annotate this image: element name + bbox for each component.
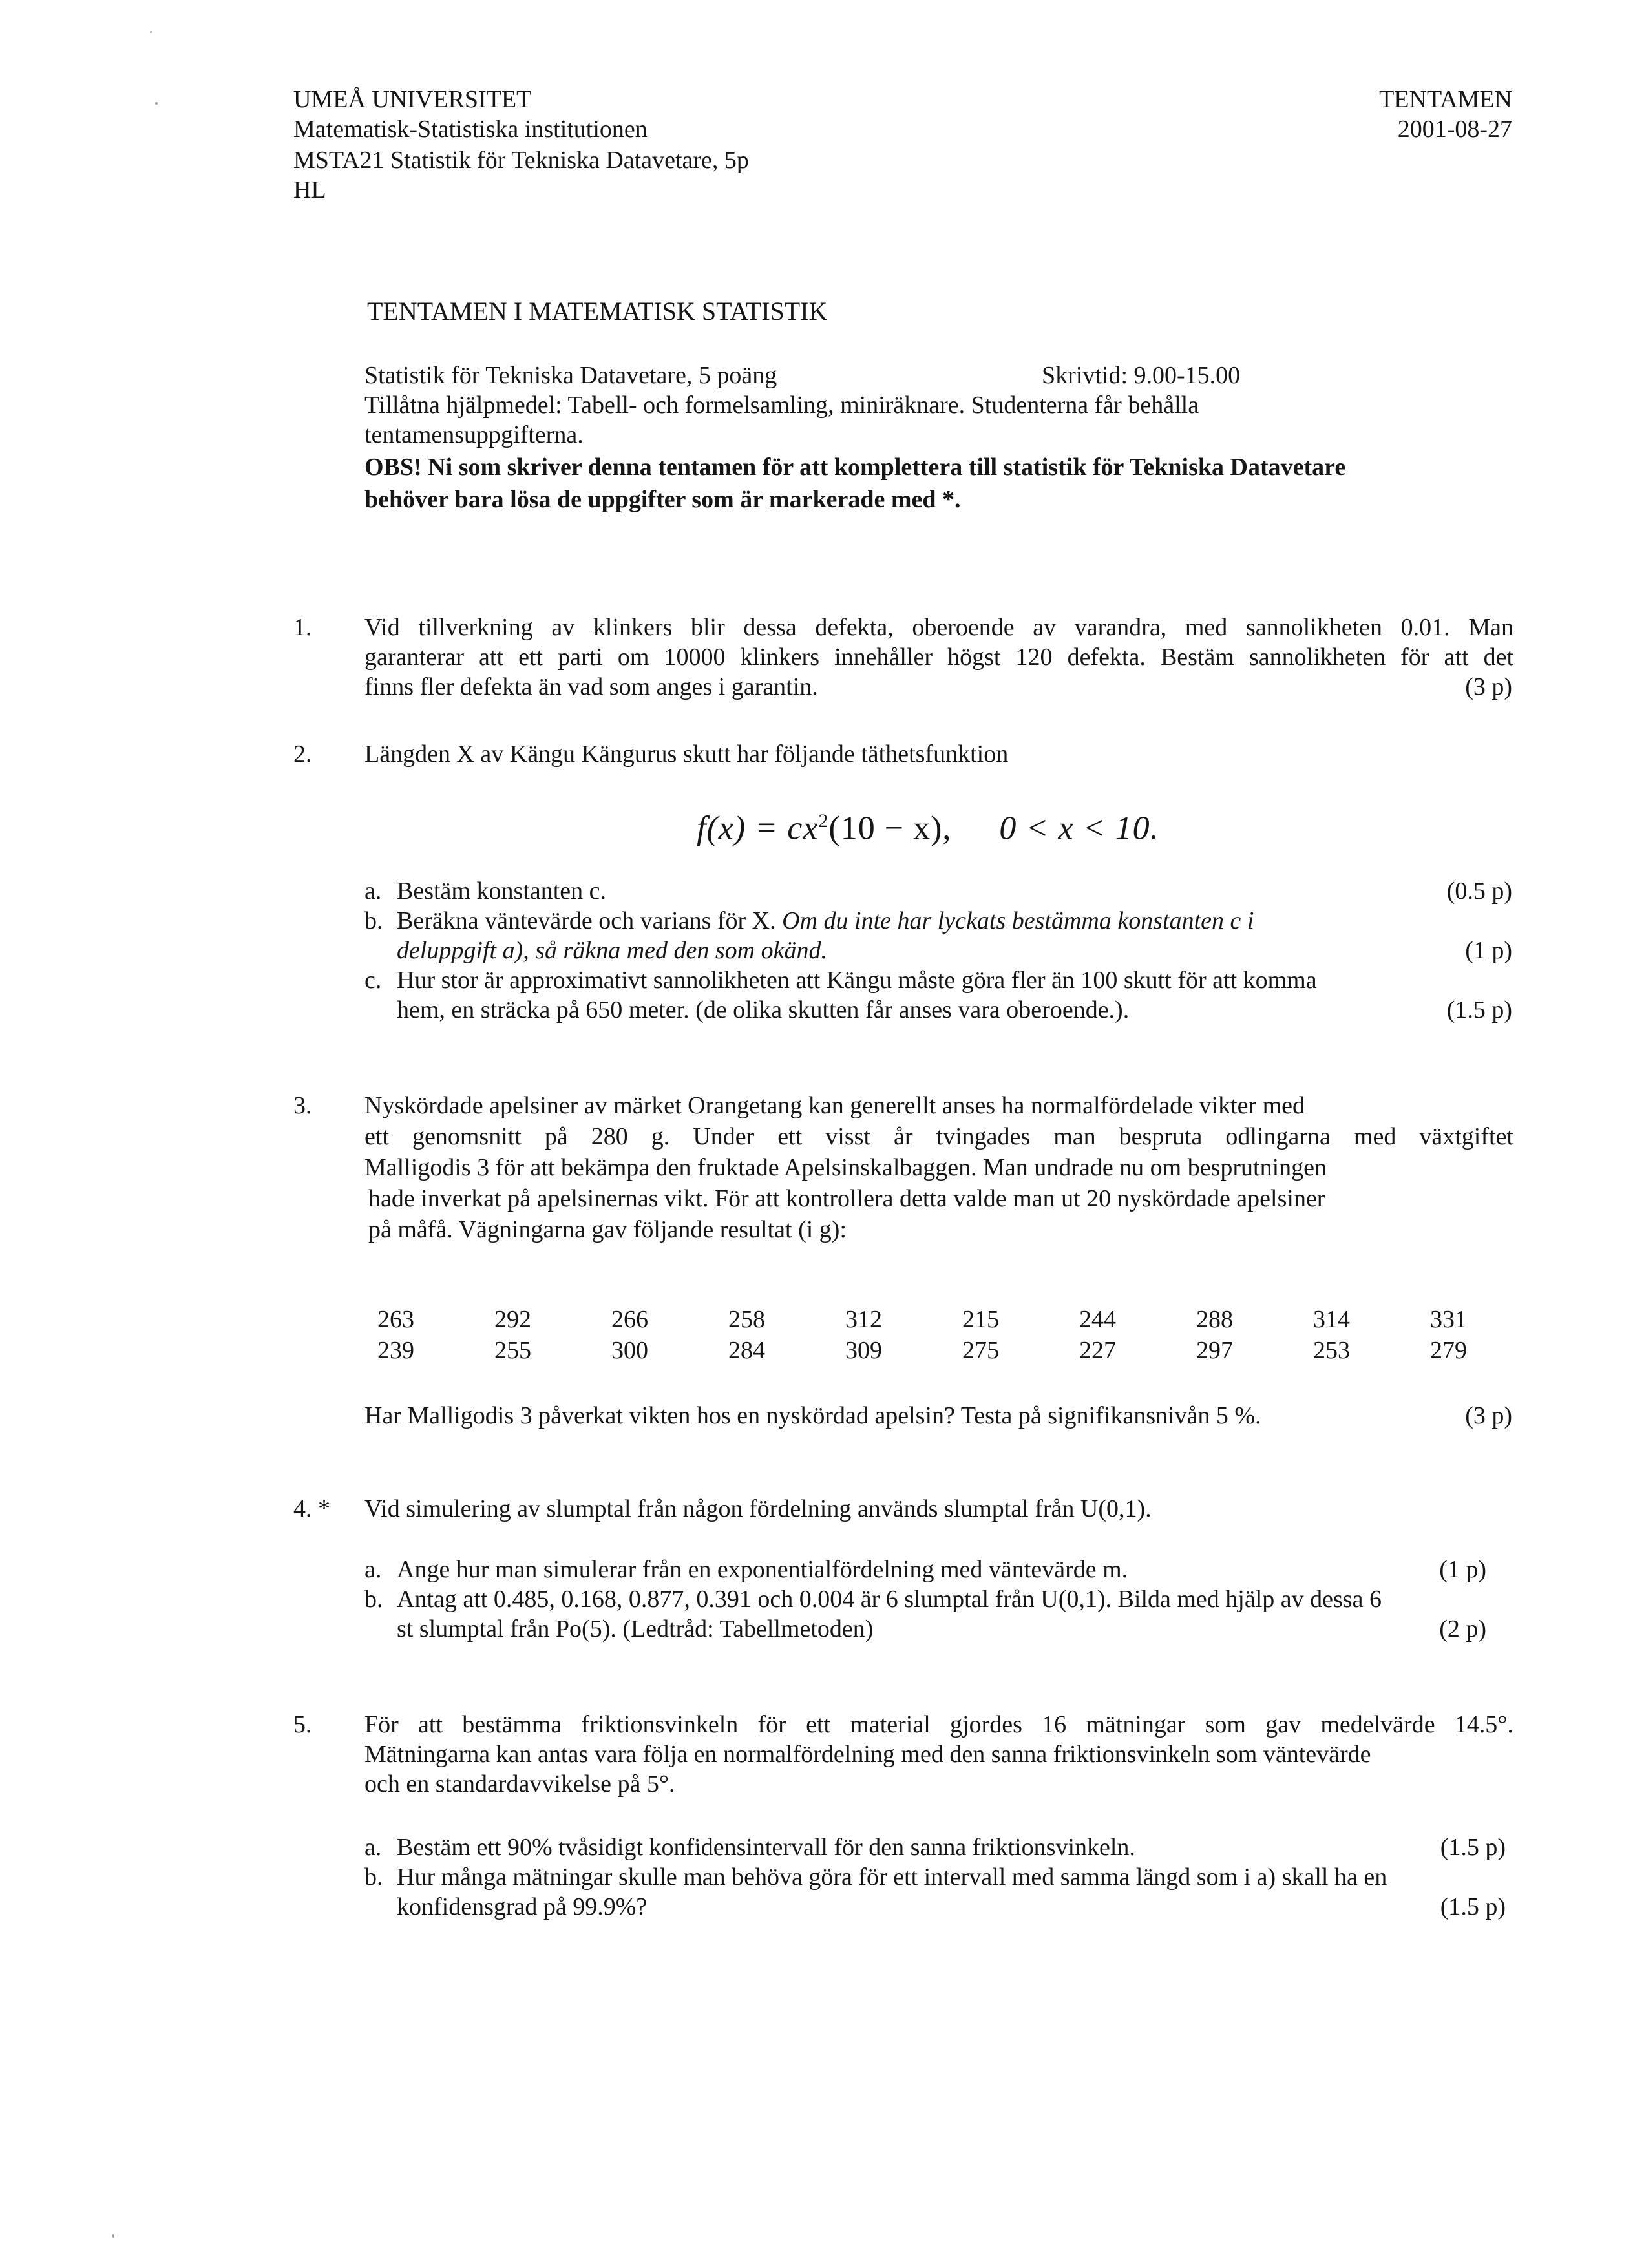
table-cell: 331 [1430,1306,1467,1333]
allowed-aids: Tillåtna hjälpmedel: Tabell- och formelsamling, miniräknare. Studenterna får behålla [364,392,1199,419]
weights-table [377,1304,1547,1366]
question-text: finns fler defekta än vad som anges i garantin. [364,673,818,700]
subquestion-text: Beräkna väntevärde och varians för X. Om du inte har lyckats bestämma konstanten c i [397,907,1254,934]
table-cell: 258 [728,1306,765,1333]
points: (1 p) [1439,1556,1486,1583]
points: (1.5 p) [1440,1834,1506,1861]
question-number: 5. [293,1711,312,1738]
table-cell: 312 [845,1306,882,1333]
table-cell: 239 [377,1337,414,1364]
question-text: Längden X av Kängu Kängurus skutt har följande täthetsfunktion [364,740,1009,768]
table-cell: 288 [1196,1306,1233,1333]
table-cell: 297 [1196,1337,1233,1364]
subquestion-text: Hur stor är approximativt sannolikheten att Kängu måste göra fler än 100 skutt för att komma [397,967,1317,994]
subquestion-label: b. [364,1864,383,1891]
subquestion-text: konfidensgrad på 99.9%? [397,1893,648,1920]
question-text: För att bestämma friktionsvinkeln för ett material gjordes 16 mätningar som gav medelvärde 14.5°. [364,1711,1513,1738]
question-text: Vid tillverkning av klinkers blir dessa defekta, oberoende av varandra, med sannolikheten 0.01. Man [364,614,1513,641]
subquestion-label: b. [364,1586,383,1613]
points: (1.5 p) [1440,1893,1506,1920]
question-text: hade inverkat på apelsinernas vikt. För att kontrollera detta valde man ut 20 nyskördade apelsiner [368,1185,1325,1212]
document-type: TENTAMEN [1379,86,1512,113]
subquestion-text: Antag att 0.485, 0.168, 0.877, 0.391 och 0.004 är 6 slumptal från U(0,1). Bilda med hjälp av dessa 6 [397,1586,1382,1613]
subquestion-text: Bestäm ett 90% tvåsidigt konfidensintervall för den sanna friktionsvinkeln. [397,1834,1135,1861]
table-cell: 227 [1079,1337,1116,1364]
subquestion-text: Ange hur man simulerar från en exponentialfördelning med väntevärde m. [397,1556,1128,1583]
table-cell: 244 [1079,1306,1116,1333]
table-cell: 263 [377,1306,414,1333]
points: (3 p) [1465,673,1512,700]
question-text: Mätningarna kan antas vara följa en normalfördelning med den sanna friktionsvinkeln som väntevärde [364,1741,1371,1768]
table-cell: 314 [1313,1306,1350,1333]
question-text: Har Malligodis 3 påverkat vikten hos en nyskördad apelsin? Testa på signifikansnivån 5 %. [364,1402,1261,1429]
question-text: på måfå. Vägningarna gav följande resultat (i g): [368,1216,847,1243]
subquestion-text: Bestäm konstanten c. [397,877,606,905]
exam-date: 2001-08-27 [1397,116,1512,143]
scan-speck [150,31,152,33]
department-name: Matematisk-Statistiska institutionen [293,116,648,143]
course-points: Statistik för Tekniska Datavetare, 5 poäng [364,362,777,389]
question-text: Malligodis 3 för att bekämpa den fruktade Apelsinskalbaggen. Man undrade nu om besprutningen [364,1154,1327,1181]
question-number: 1. [293,614,312,641]
table-cell: 215 [962,1306,999,1333]
table-cell: 292 [494,1306,531,1333]
subquestion-text: deluppgift a), så räkna med den som okänd. [397,937,827,964]
author-initials: HL [293,176,326,204]
subquestion-label: a. [364,1834,382,1861]
density-formula: $f(x) = cx^2(10 - x)$, 0 < x < 10. [697,810,1159,847]
scan-speck [155,102,158,105]
question-text: Vid simulering av slumptal från någon fördelning används slumptal från U(0,1). [364,1495,1152,1522]
table-cell: 253 [1313,1337,1350,1364]
table-cell: 255 [494,1337,531,1364]
question-number: 4. * [293,1495,330,1522]
subquestion-label: c. [364,967,382,994]
table-row [377,1335,1547,1366]
university-name: UMEÅ UNIVERSITET [293,86,532,113]
points: (0.5 p) [1446,877,1512,905]
question-number: 3. [293,1092,312,1119]
subquestion-label: b. [364,907,383,934]
subquestion-label: a. [364,1556,382,1583]
table-cell: 275 [962,1337,999,1364]
question-text: Nyskördade apelsiner av märket Orangetang kan generellt anses ha normalfördelade vikter med [364,1092,1305,1119]
table-cell: 284 [728,1337,765,1364]
points: (3 p) [1465,1402,1512,1429]
table-cell: 309 [845,1337,882,1364]
question-number: 2. [293,740,312,768]
question-text: garanterar att ett parti om 10000 klinkers innehåller högst 120 defekta. Bestäm sannolikheten för att det [364,644,1513,671]
subquestion-label: a. [364,877,382,905]
allowed-aids-cont: tentamensuppgifterna. [364,421,584,448]
table-cell: 279 [1430,1337,1467,1364]
table-row [377,1304,1547,1335]
exam-title: TENTAMEN I MATEMATISK STATISTIK [367,297,828,326]
writing-time: Skrivtid: 9.00-15.00 [1042,362,1241,389]
scan-speck [112,2234,114,2238]
points: (1.5 p) [1446,996,1512,1024]
obs-note: OBS! Ni som skriver denna tentamen för att komplettera till statistik för Tekniska Datavetare [364,454,1346,481]
points: (1 p) [1465,937,1512,964]
course-name: MSTA21 Statistik för Tekniska Datavetare, 5p [293,147,749,174]
points: (2 p) [1439,1615,1486,1643]
table-cell: 300 [611,1337,648,1364]
subquestion-text: Hur många mätningar skulle man behöva göra för ett intervall med samma längd som i a) skall ha en [397,1864,1387,1891]
table-cell: 266 [611,1306,648,1333]
subquestion-text: st slumptal från Po(5). (Ledtråd: Tabellmetoden) [397,1615,874,1643]
question-text: ett genomsnitt på 280 g. Under ett visst år tvingades man bespruta odlingarna med växtgiftet [364,1123,1513,1150]
subquestion-text: hem, en sträcka på 650 meter. (de olika skutten får anses vara oberoende.). [397,996,1130,1024]
question-text: och en standardavvikelse på 5°. [364,1770,675,1798]
obs-note-cont: behöver bara lösa de uppgifter som är markerade med *. [364,486,961,513]
